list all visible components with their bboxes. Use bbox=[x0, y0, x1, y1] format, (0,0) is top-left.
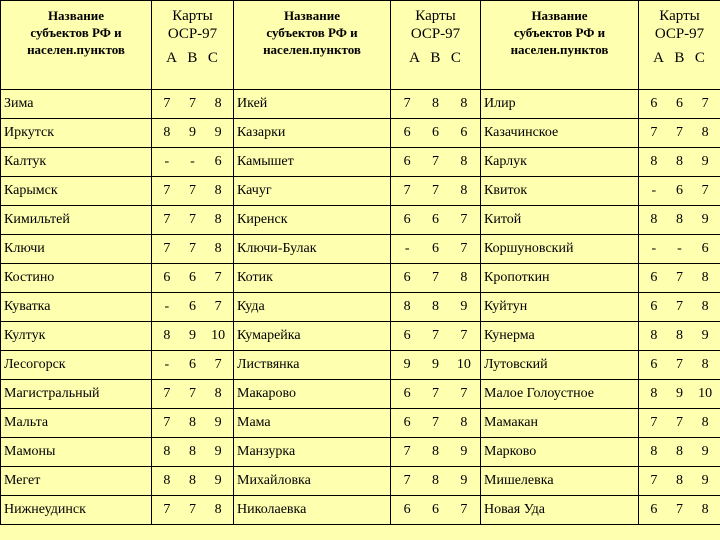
header-name bbox=[234, 1, 391, 90]
map-a-value: - bbox=[651, 183, 657, 198]
map-b-value: 7 bbox=[675, 357, 683, 372]
map-b-value: 7 bbox=[431, 328, 439, 343]
header-row bbox=[1, 1, 720, 90]
settlement-name: Казачинское bbox=[481, 119, 639, 148]
header-name-line2: субъектов РФ и bbox=[266, 25, 358, 40]
map-values bbox=[152, 438, 234, 467]
map-c-value: 8 bbox=[701, 415, 709, 430]
map-c-value: 8 bbox=[460, 96, 468, 111]
map-b-value: 9 bbox=[431, 357, 439, 372]
settlement-name: Мамакан bbox=[481, 409, 639, 438]
settlement-name: Зима bbox=[1, 90, 152, 119]
map-b-value: 8 bbox=[675, 154, 683, 169]
map-values bbox=[391, 496, 481, 525]
map-values bbox=[152, 293, 234, 322]
map-a-value: 7 bbox=[403, 473, 411, 488]
table-row bbox=[1, 293, 720, 322]
map-a-value: 7 bbox=[650, 415, 658, 430]
settlement-name: Камышет bbox=[234, 148, 391, 177]
map-b-value: 7 bbox=[188, 183, 196, 198]
header-name-line3: населен.пунктов bbox=[510, 42, 609, 57]
map-c-value: 7 bbox=[214, 270, 222, 285]
settlement-name: Лесогорск bbox=[1, 351, 152, 380]
settlement-name: Котик bbox=[234, 264, 391, 293]
map-a-value: - bbox=[164, 299, 170, 314]
map-c-value: 8 bbox=[460, 415, 468, 430]
table-row bbox=[1, 235, 720, 264]
header-maps bbox=[152, 1, 234, 90]
map-values bbox=[639, 438, 720, 467]
settlement-name: Квиток bbox=[481, 177, 639, 206]
header-maps bbox=[391, 1, 481, 90]
header-name-line3: населен.пунктов bbox=[263, 42, 361, 57]
settlement-name: Кропоткин bbox=[481, 264, 639, 293]
map-a-value: 6 bbox=[403, 125, 411, 140]
map-c-value: 9 bbox=[701, 212, 709, 227]
map-b-value: - bbox=[677, 241, 682, 256]
map-a-value: 8 bbox=[650, 212, 658, 227]
map-values bbox=[152, 380, 234, 409]
map-values bbox=[152, 119, 234, 148]
table-row bbox=[1, 148, 720, 177]
settlement-name: Куватка bbox=[1, 293, 152, 322]
map-values bbox=[152, 467, 234, 496]
header-maps-abc: А В С bbox=[166, 50, 219, 66]
map-a-value: 7 bbox=[163, 183, 171, 198]
map-b-value: 8 bbox=[675, 473, 683, 488]
map-b-value: 6 bbox=[188, 299, 196, 314]
map-c-value: 7 bbox=[701, 96, 709, 111]
header-maps-line1: Карты bbox=[659, 8, 700, 24]
map-a-value: 6 bbox=[650, 357, 658, 372]
table-row bbox=[1, 206, 720, 235]
map-b-value: 8 bbox=[188, 473, 196, 488]
map-c-value: 8 bbox=[460, 183, 468, 198]
map-a-value: 7 bbox=[403, 183, 411, 198]
map-b-value: 7 bbox=[188, 502, 196, 517]
settlement-name: Магистральный bbox=[1, 380, 152, 409]
map-a-value: 7 bbox=[403, 96, 411, 111]
map-a-value: 7 bbox=[163, 386, 171, 401]
map-a-value: 8 bbox=[650, 154, 658, 169]
map-b-value: 6 bbox=[188, 357, 196, 372]
map-a-value: 6 bbox=[403, 502, 411, 517]
map-a-value: 6 bbox=[403, 154, 411, 169]
map-a-value: 8 bbox=[163, 328, 171, 343]
map-c-value: 8 bbox=[214, 241, 222, 256]
header-name-line1: Название bbox=[47, 8, 105, 23]
map-c-value: 9 bbox=[214, 415, 222, 430]
map-values bbox=[391, 90, 481, 119]
map-values bbox=[152, 351, 234, 380]
settlement-name: Ключи bbox=[1, 235, 152, 264]
map-b-value: 7 bbox=[431, 183, 439, 198]
map-c-value: 7 bbox=[460, 241, 468, 256]
map-c-value: 10 bbox=[698, 386, 713, 401]
settlement-name: Костино bbox=[1, 264, 152, 293]
map-a-value: 7 bbox=[163, 96, 171, 111]
map-values bbox=[639, 177, 720, 206]
map-values bbox=[639, 235, 720, 264]
map-a-value: 9 bbox=[403, 357, 411, 372]
map-c-value: 7 bbox=[460, 386, 468, 401]
map-b-value: 9 bbox=[675, 386, 683, 401]
map-values bbox=[152, 235, 234, 264]
map-b-value: 6 bbox=[431, 502, 439, 517]
map-c-value: 9 bbox=[701, 154, 709, 169]
map-c-value: 6 bbox=[214, 154, 222, 169]
map-b-value: 8 bbox=[188, 444, 196, 459]
map-values bbox=[391, 148, 481, 177]
header-name bbox=[481, 1, 639, 90]
map-b-value: 7 bbox=[675, 299, 683, 314]
map-b-value: 7 bbox=[675, 502, 683, 517]
settlement-name: Михайловка bbox=[234, 467, 391, 496]
map-values bbox=[639, 119, 720, 148]
map-c-value: 10 bbox=[456, 357, 471, 372]
header-maps-abc: А В С bbox=[409, 50, 462, 66]
map-a-value: 8 bbox=[163, 444, 171, 459]
map-c-value: 8 bbox=[701, 125, 709, 140]
map-c-value: 8 bbox=[214, 502, 222, 517]
map-c-value: 9 bbox=[701, 444, 709, 459]
map-c-value: 8 bbox=[701, 270, 709, 285]
map-b-value: 6 bbox=[675, 96, 683, 111]
map-c-value: 7 bbox=[701, 183, 709, 198]
map-values bbox=[639, 351, 720, 380]
map-c-value: 8 bbox=[214, 183, 222, 198]
header-maps-line2: ОСР-97 bbox=[410, 26, 461, 42]
table-row bbox=[1, 322, 720, 351]
map-values bbox=[391, 293, 481, 322]
map-a-value: - bbox=[164, 357, 170, 372]
map-c-value: 8 bbox=[214, 212, 222, 227]
map-values bbox=[639, 293, 720, 322]
settlement-name: Киренск bbox=[234, 206, 391, 235]
header-name-line2: субъектов РФ и bbox=[513, 25, 606, 40]
map-values bbox=[152, 90, 234, 119]
table-row bbox=[1, 177, 720, 206]
map-a-value: 7 bbox=[403, 444, 411, 459]
map-values bbox=[152, 496, 234, 525]
settlement-name: Казарки bbox=[234, 119, 391, 148]
map-b-value: 8 bbox=[431, 473, 439, 488]
map-values bbox=[391, 438, 481, 467]
settlement-name: Мальта bbox=[1, 409, 152, 438]
map-a-value: 6 bbox=[403, 386, 411, 401]
map-a-value: 6 bbox=[403, 212, 411, 227]
map-c-value: 9 bbox=[701, 328, 709, 343]
settlement-name: Нижнеудинск bbox=[1, 496, 152, 525]
map-values bbox=[152, 409, 234, 438]
settlement-name: Култук bbox=[1, 322, 152, 351]
map-b-value: 7 bbox=[675, 270, 683, 285]
header-name-line3: населен.пунктов bbox=[27, 42, 125, 57]
map-values bbox=[639, 264, 720, 293]
map-a-value: 6 bbox=[403, 415, 411, 430]
table-row bbox=[1, 409, 720, 438]
map-a-value: 8 bbox=[650, 328, 658, 343]
settlement-name: Куда bbox=[234, 293, 391, 322]
map-b-value: 8 bbox=[431, 96, 439, 111]
map-values bbox=[391, 119, 481, 148]
map-b-value: 6 bbox=[675, 183, 683, 198]
map-a-value: 7 bbox=[163, 415, 171, 430]
map-values bbox=[152, 264, 234, 293]
map-c-value: 9 bbox=[214, 125, 222, 140]
settlement-name: Качуг bbox=[234, 177, 391, 206]
map-b-value: - bbox=[190, 154, 195, 169]
settlement-name: Макарово bbox=[234, 380, 391, 409]
map-values bbox=[639, 496, 720, 525]
map-b-value: 7 bbox=[431, 154, 439, 169]
map-c-value: 8 bbox=[460, 154, 468, 169]
map-b-value: 8 bbox=[431, 299, 439, 314]
map-b-value: 7 bbox=[675, 125, 683, 140]
map-c-value: 6 bbox=[460, 125, 468, 140]
map-a-value: 6 bbox=[650, 96, 658, 111]
map-c-value: 8 bbox=[214, 386, 222, 401]
header-maps-line2: ОСР-97 bbox=[654, 26, 705, 42]
table-row bbox=[1, 496, 720, 525]
header-name-line2: субъектов РФ и bbox=[30, 25, 122, 40]
map-a-value: 7 bbox=[650, 473, 658, 488]
map-b-value: 7 bbox=[431, 386, 439, 401]
settlement-name: Карлук bbox=[481, 148, 639, 177]
table-row bbox=[1, 119, 720, 148]
header-maps-abc: А В С bbox=[653, 50, 706, 66]
map-c-value: 9 bbox=[460, 473, 468, 488]
settlement-name: Мишелевка bbox=[481, 467, 639, 496]
map-c-value: 9 bbox=[701, 473, 709, 488]
map-b-value: 8 bbox=[675, 444, 683, 459]
settlement-name: Мамоны bbox=[1, 438, 152, 467]
table-row bbox=[1, 264, 720, 293]
map-c-value: 8 bbox=[214, 96, 222, 111]
settlement-name: Коршуновский bbox=[481, 235, 639, 264]
map-c-value: 9 bbox=[460, 444, 468, 459]
settlement-name: Мама bbox=[234, 409, 391, 438]
map-values bbox=[391, 380, 481, 409]
map-a-value: 6 bbox=[650, 270, 658, 285]
settlement-name: Кумарейка bbox=[234, 322, 391, 351]
settlement-name: Кимильтей bbox=[1, 206, 152, 235]
map-c-value: 8 bbox=[460, 270, 468, 285]
map-b-value: 6 bbox=[431, 212, 439, 227]
map-a-value: 8 bbox=[163, 473, 171, 488]
map-values bbox=[639, 148, 720, 177]
map-a-value: 6 bbox=[403, 328, 411, 343]
settlement-name: Марково bbox=[481, 438, 639, 467]
settlement-name: Новая Уда bbox=[481, 496, 639, 525]
map-values bbox=[391, 206, 481, 235]
map-a-value: 8 bbox=[403, 299, 411, 314]
settlement-name: Лутовский bbox=[481, 351, 639, 380]
settlement-name: Карымск bbox=[1, 177, 152, 206]
settlement-name: Малое Голоустное bbox=[481, 380, 639, 409]
map-a-value: 6 bbox=[650, 502, 658, 517]
settlement-name: Ключи-Булак bbox=[234, 235, 391, 264]
map-b-value: 8 bbox=[675, 212, 683, 227]
map-a-value: 6 bbox=[403, 270, 411, 285]
table-row bbox=[1, 438, 720, 467]
map-c-value: 7 bbox=[460, 328, 468, 343]
map-values bbox=[391, 322, 481, 351]
map-a-value: 7 bbox=[650, 125, 658, 140]
map-a-value: - bbox=[404, 241, 410, 256]
map-c-value: 9 bbox=[214, 473, 222, 488]
map-values bbox=[639, 409, 720, 438]
map-c-value: 8 bbox=[701, 502, 709, 517]
map-c-value: 7 bbox=[214, 299, 222, 314]
map-a-value: 7 bbox=[163, 502, 171, 517]
map-values bbox=[391, 409, 481, 438]
map-b-value: 7 bbox=[431, 415, 439, 430]
header-name-line1: Название bbox=[283, 8, 341, 23]
map-b-value: 7 bbox=[188, 212, 196, 227]
map-b-value: 7 bbox=[188, 241, 196, 256]
map-values bbox=[391, 351, 481, 380]
settlement-name: Манзурка bbox=[234, 438, 391, 467]
map-b-value: 7 bbox=[675, 415, 683, 430]
settlement-name: Листвянка bbox=[234, 351, 391, 380]
settlement-name: Калтук bbox=[1, 148, 152, 177]
map-a-value: 8 bbox=[163, 125, 171, 140]
map-c-value: 9 bbox=[214, 444, 222, 459]
map-values bbox=[639, 467, 720, 496]
map-a-value: - bbox=[651, 241, 657, 256]
settlement-name: Мегет bbox=[1, 467, 152, 496]
map-c-value: 10 bbox=[211, 328, 226, 343]
map-b-value: 8 bbox=[431, 444, 439, 459]
header-maps-line2: ОСР-97 bbox=[167, 26, 218, 42]
map-c-value: 9 bbox=[460, 299, 468, 314]
map-b-value: 7 bbox=[188, 96, 196, 111]
settlement-name: Николаевка bbox=[234, 496, 391, 525]
map-values bbox=[639, 322, 720, 351]
map-b-value: 6 bbox=[431, 241, 439, 256]
map-c-value: 7 bbox=[460, 212, 468, 227]
settlement-name: Куйтун bbox=[481, 293, 639, 322]
map-a-value: 6 bbox=[650, 299, 658, 314]
settlement-name: Иркутск bbox=[1, 119, 152, 148]
map-values bbox=[391, 177, 481, 206]
map-c-value: 7 bbox=[214, 357, 222, 372]
map-c-value: 8 bbox=[701, 357, 709, 372]
map-c-value: 6 bbox=[701, 241, 709, 256]
table-row bbox=[1, 90, 720, 119]
header-maps bbox=[639, 1, 720, 90]
map-b-value: 7 bbox=[431, 270, 439, 285]
map-c-value: 8 bbox=[701, 299, 709, 314]
map-a-value: - bbox=[164, 154, 170, 169]
header-maps-line1: Карты bbox=[415, 8, 456, 24]
map-values bbox=[639, 90, 720, 119]
map-b-value: 8 bbox=[675, 328, 683, 343]
map-values bbox=[152, 177, 234, 206]
map-values bbox=[391, 264, 481, 293]
map-a-value: 8 bbox=[650, 444, 658, 459]
settlement-name: Илир bbox=[481, 90, 639, 119]
map-values bbox=[391, 235, 481, 264]
map-a-value: 8 bbox=[650, 386, 658, 401]
table-row bbox=[1, 380, 720, 409]
table-row bbox=[1, 467, 720, 496]
table-body bbox=[1, 90, 720, 525]
map-values bbox=[639, 206, 720, 235]
map-a-value: 6 bbox=[163, 270, 171, 285]
map-a-value: 7 bbox=[163, 212, 171, 227]
map-values bbox=[152, 206, 234, 235]
table-row bbox=[1, 351, 720, 380]
settlement-name: Кунерма bbox=[481, 322, 639, 351]
map-b-value: 6 bbox=[431, 125, 439, 140]
header-maps-line1: Карты bbox=[172, 8, 213, 24]
header-name-line1: Название bbox=[531, 8, 588, 23]
map-b-value: 9 bbox=[188, 328, 196, 343]
map-values bbox=[639, 380, 720, 409]
map-a-value: 7 bbox=[163, 241, 171, 256]
map-values bbox=[152, 322, 234, 351]
settlement-name: Китой bbox=[481, 206, 639, 235]
map-b-value: 6 bbox=[188, 270, 196, 285]
map-b-value: 7 bbox=[188, 386, 196, 401]
map-b-value: 8 bbox=[188, 415, 196, 430]
map-c-value: 7 bbox=[460, 502, 468, 517]
header-name bbox=[1, 1, 152, 90]
map-values bbox=[391, 467, 481, 496]
map-values bbox=[152, 148, 234, 177]
settlement-name: Икей bbox=[234, 90, 391, 119]
map-b-value: 9 bbox=[188, 125, 196, 140]
